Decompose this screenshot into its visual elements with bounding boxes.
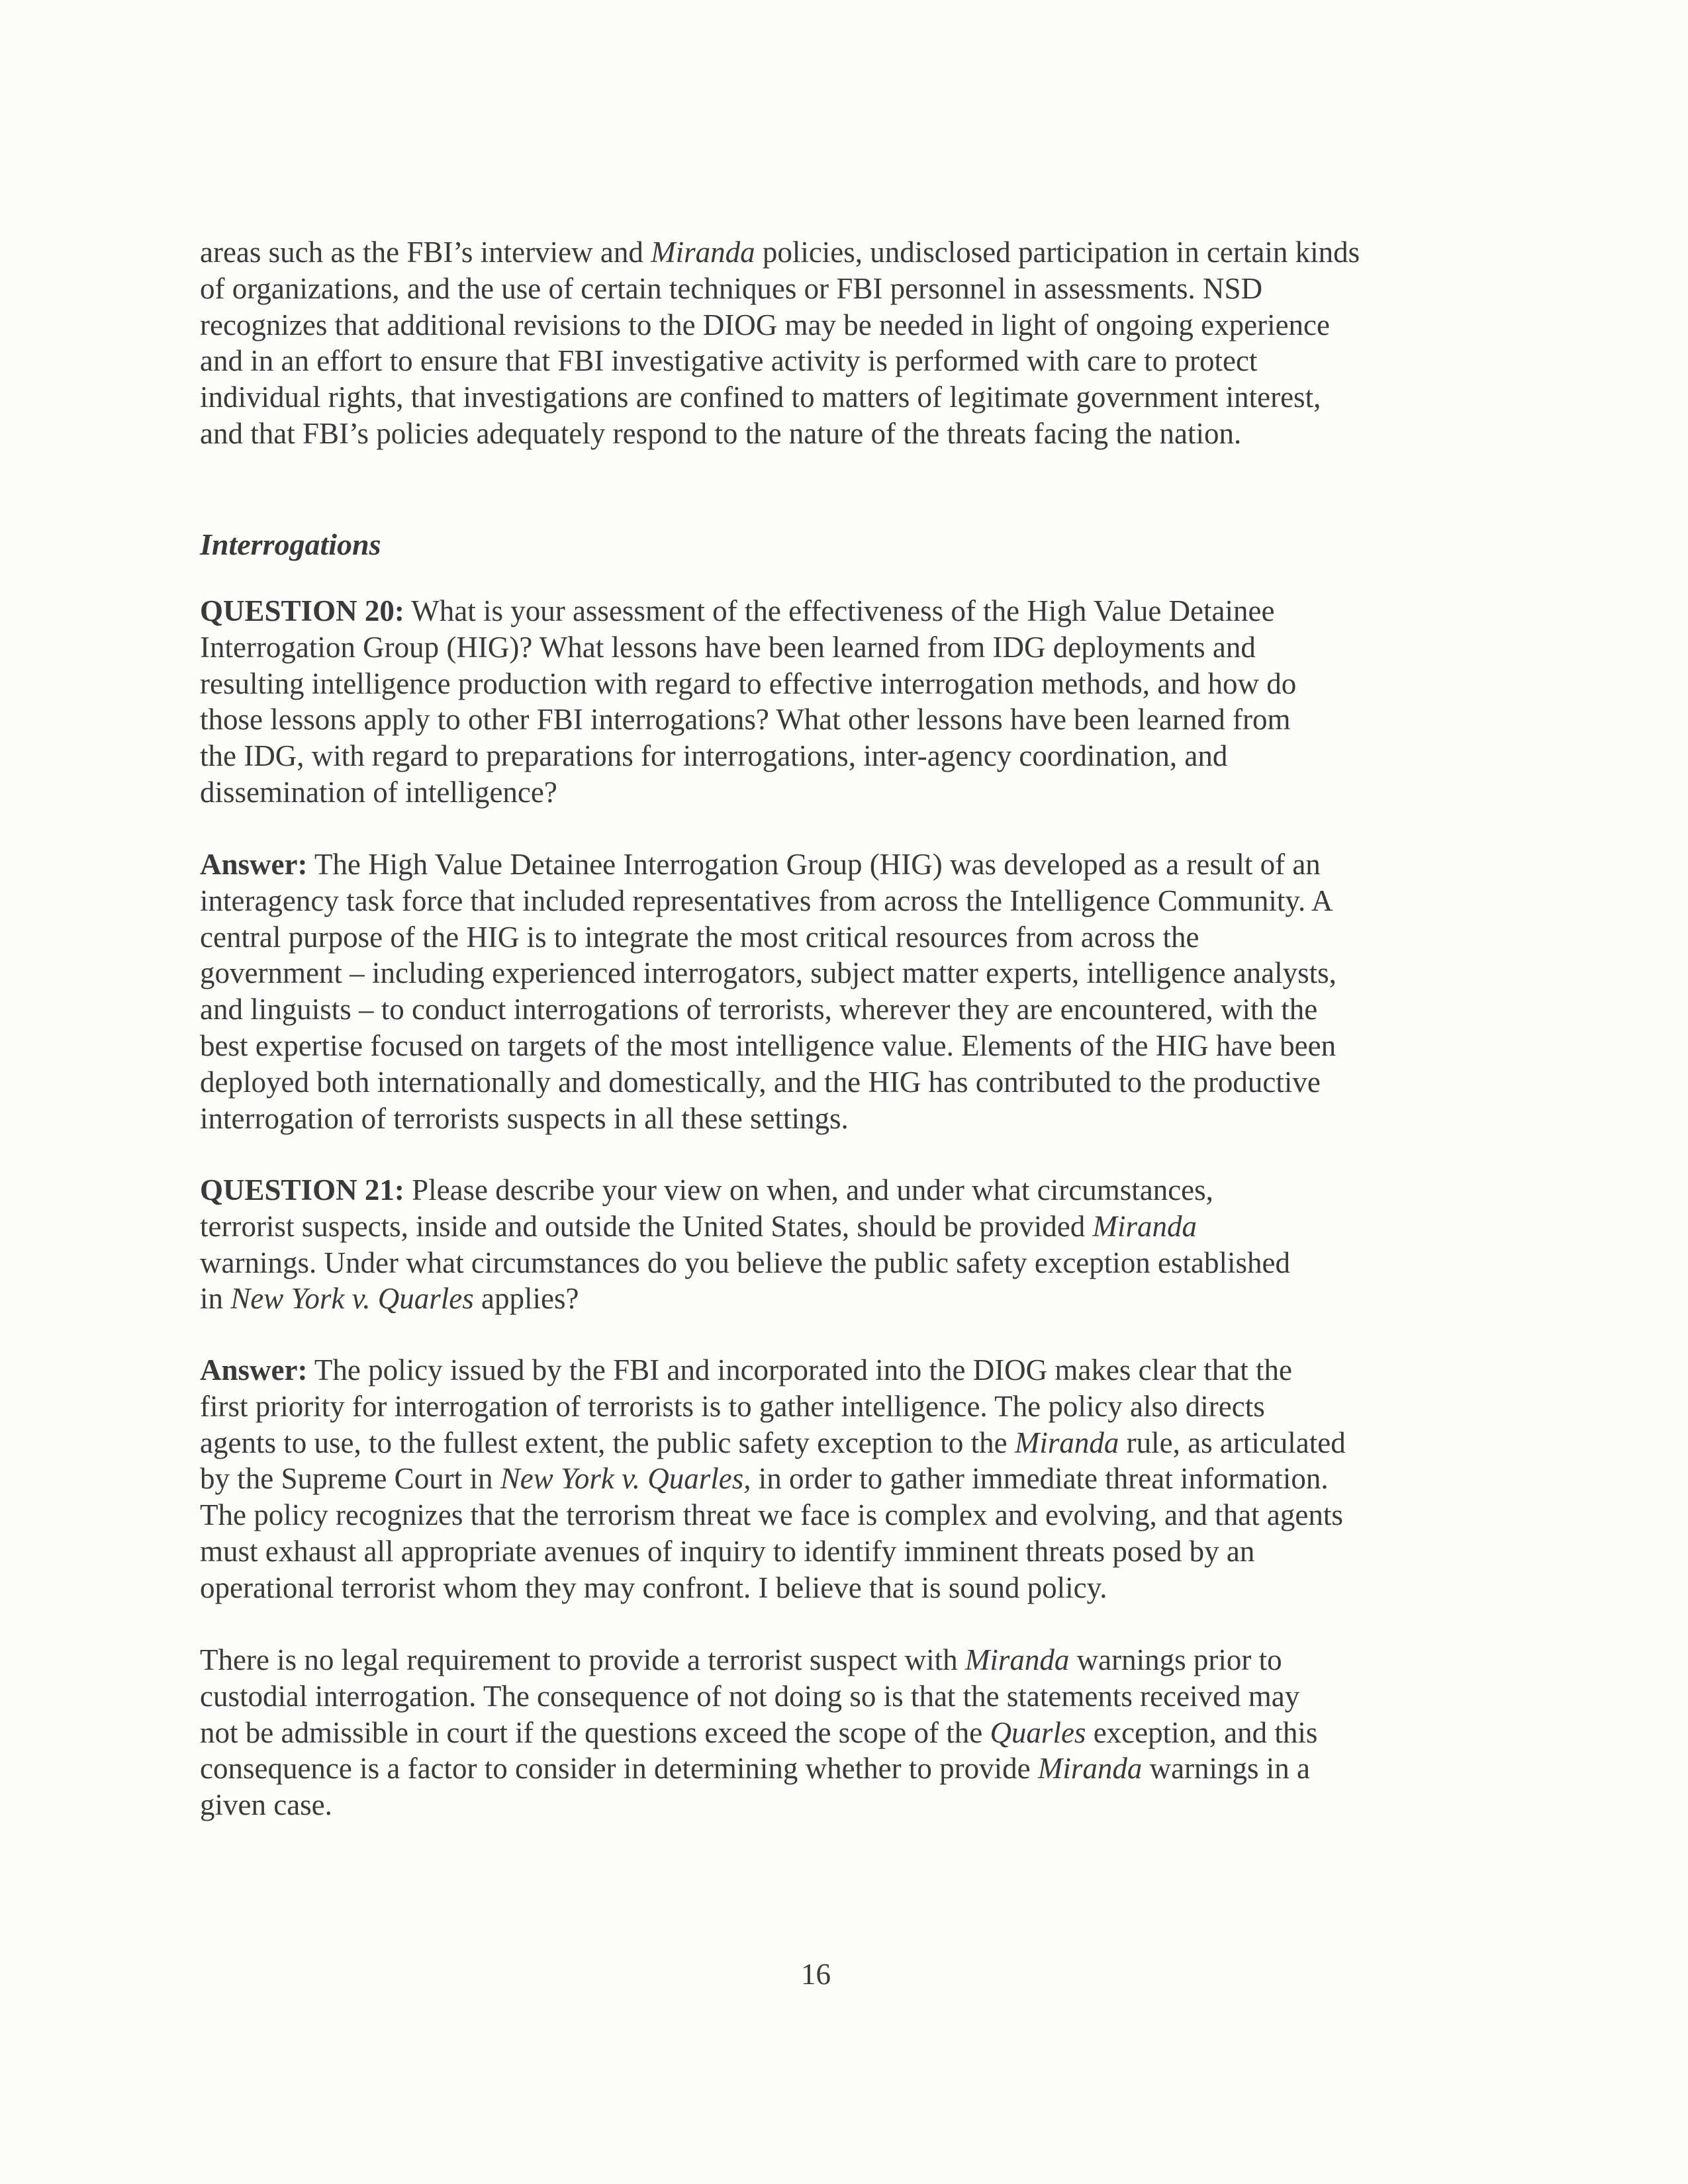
text-segment: must exhaust all appropriate avenues of inquiry to identify imminent threats posed by an xyxy=(200,1534,1255,1568)
section-heading-interrogations: Interrogations xyxy=(200,527,381,561)
question-20 xyxy=(200,593,1444,811)
text-segment: Interrogation Group (HIG)? What lessons have been learned from IDG deployments and xyxy=(200,630,1256,664)
text-segment: given case. xyxy=(200,1788,332,1822)
label-bold: Answer: xyxy=(200,1353,308,1387)
text-line xyxy=(200,1751,1444,1787)
text-line xyxy=(200,307,1444,343)
text-line xyxy=(200,738,1444,774)
text-line xyxy=(200,1533,1444,1570)
emphasis-italic: New York v. Quarles, xyxy=(500,1462,751,1496)
text-line xyxy=(200,883,1444,919)
text-line xyxy=(200,1281,1444,1317)
text-segment: government – including experienced interrogators, subject matter experts, intelligence analysts, xyxy=(200,956,1336,990)
text-segment: operational terrorist whom they may confront. I believe that is sound policy. xyxy=(200,1570,1107,1604)
text-segment: warnings. Under what circumstances do you believe the public safety exception established xyxy=(200,1246,1290,1279)
text-segment: agents to use, to the fullest extent, the public safety exception to the xyxy=(200,1426,1015,1459)
text-line xyxy=(200,1028,1444,1064)
question-21 xyxy=(200,1172,1444,1317)
text-line xyxy=(200,416,1444,452)
text-segment: of organizations, and the use of certain techniques or FBI personnel in assessments. NSD xyxy=(200,271,1263,305)
text-line xyxy=(200,1064,1444,1101)
text-line xyxy=(200,991,1444,1028)
text-line xyxy=(200,343,1444,379)
text-segment: policies, undisclosed participation in certain kinds xyxy=(755,236,1360,269)
text-segment: terrorist suspects, inside and outside the United States, should be provided xyxy=(200,1209,1093,1243)
text-segment: recognizes that additional revisions to the DIOG may be needed in light of ongoing experience xyxy=(200,308,1330,341)
text-line xyxy=(200,1497,1444,1533)
paragraph-legal-requirement xyxy=(200,1642,1444,1823)
answer-21 xyxy=(200,1352,1444,1606)
text-segment: warnings in a xyxy=(1142,1752,1311,1786)
answer-20 xyxy=(200,846,1444,1136)
text-line xyxy=(200,1388,1444,1425)
text-segment: resulting intelligence production with regard to effective interrogation methods, and how do xyxy=(200,666,1297,700)
text-segment: central purpose of the HIG is to integrate the most critical resources from across the xyxy=(200,920,1199,954)
page-number: 16 xyxy=(801,1958,831,1991)
emphasis-italic: New York v. Quarles xyxy=(230,1282,474,1316)
emphasis-italic: Miranda xyxy=(651,236,755,269)
text-segment: interrogation of terrorists suspects in all these settings. xyxy=(200,1101,849,1135)
text-line xyxy=(200,1678,1444,1715)
text-segment: and in an effort to ensure that FBI investigative activity is performed with care to protect xyxy=(200,344,1258,378)
text-line xyxy=(200,1570,1444,1606)
label-bold: QUESTION 21: xyxy=(200,1173,404,1206)
text-segment: by the Supreme Court in xyxy=(200,1462,500,1496)
text-segment: interagency task force that included representatives from across the Intelligence Community. A xyxy=(200,884,1333,917)
text-line xyxy=(200,666,1444,702)
text-line xyxy=(200,379,1444,416)
text-line xyxy=(200,593,1444,629)
text-segment: dissemination of intelligence? xyxy=(200,775,557,809)
label-bold: Answer: xyxy=(200,848,308,881)
text-segment: What is your assessment of the effectiveness of the High Value Detainee xyxy=(404,594,1275,627)
text-line xyxy=(200,846,1444,883)
text-line xyxy=(200,1425,1444,1461)
text-segment: applies? xyxy=(473,1282,579,1316)
text-line xyxy=(200,1101,1444,1137)
text-segment: in xyxy=(200,1282,231,1316)
text-line xyxy=(200,919,1444,956)
text-line xyxy=(200,234,1444,271)
text-line xyxy=(200,1715,1444,1751)
text-segment: There is no legal requirement to provide a terrorist suspect with xyxy=(200,1643,965,1676)
text-line xyxy=(200,955,1444,991)
text-line xyxy=(200,271,1444,307)
text-line xyxy=(200,1642,1444,1678)
text-segment: the IDG, with regard to preparations for interrogations, inter-agency coordination, and xyxy=(200,739,1228,773)
text-line xyxy=(200,1352,1444,1388)
text-line xyxy=(200,629,1444,666)
text-segment: in order to gather immediate threat information. xyxy=(751,1462,1329,1496)
text-segment: The High Value Detainee Interrogation Group (HIG) was developed as a result of an xyxy=(307,848,1321,881)
text-line xyxy=(200,1461,1444,1497)
text-segment: best expertise focused on targets of the most intelligence value. Elements of the HIG have been xyxy=(200,1028,1336,1062)
emphasis-italic: Miranda xyxy=(1037,1752,1143,1786)
emphasis-italic: Miranda xyxy=(1014,1426,1119,1459)
text-line xyxy=(200,1208,1444,1245)
emphasis-italic: Miranda xyxy=(964,1643,1070,1676)
text-segment: custodial interrogation. The consequence of not doing so is that the statements received may xyxy=(200,1679,1300,1713)
text-segment: and linguists – to conduct interrogations of terrorists, wherever they are encountered, with the xyxy=(200,993,1318,1026)
paragraph-nsd-diog-revisions xyxy=(200,234,1444,452)
text-line xyxy=(200,1172,1444,1208)
emphasis-italic: Miranda xyxy=(1092,1209,1197,1243)
text-segment: rule, as articulated xyxy=(1119,1426,1346,1459)
text-segment: those lessons apply to other FBI interrogations? What other lessons have been learned from xyxy=(200,703,1291,737)
text-segment: warnings prior to xyxy=(1069,1643,1282,1676)
text-line xyxy=(200,774,1444,811)
text-line xyxy=(200,1787,1444,1823)
text-segment: not be admissible in court if the questions exceed the scope of the xyxy=(200,1715,990,1749)
text-line xyxy=(200,1245,1444,1281)
text-segment: Please describe your view on when, and under what circumstances, xyxy=(404,1173,1213,1206)
text-segment: The policy issued by the FBI and incorporated into the DIOG makes clear that the xyxy=(307,1353,1292,1387)
text-segment: consequence is a factor to consider in determining whether to provide xyxy=(200,1752,1038,1786)
text-segment: individual rights, that investigations are confined to matters of legitimate government interest, xyxy=(200,381,1321,414)
text-segment: first priority for interrogation of terrorists is to gather intelligence. The policy also directs xyxy=(200,1389,1265,1423)
text-segment: and that FBI’s policies adequately respond to the nature of the threats facing the nation. xyxy=(200,416,1242,450)
text-segment: The policy recognizes that the terrorism threat we face is complex and evolving, and that agents xyxy=(200,1498,1343,1532)
text-segment: exception, and this xyxy=(1086,1715,1318,1749)
text-segment: areas such as the FBI’s interview and xyxy=(200,236,651,269)
emphasis-italic: Quarles xyxy=(990,1715,1086,1749)
label-bold: QUESTION 20: xyxy=(200,594,404,627)
text-segment: deployed both internationally and domestically, and the HIG has contributed to the productive xyxy=(200,1065,1321,1099)
text-line xyxy=(200,702,1444,738)
